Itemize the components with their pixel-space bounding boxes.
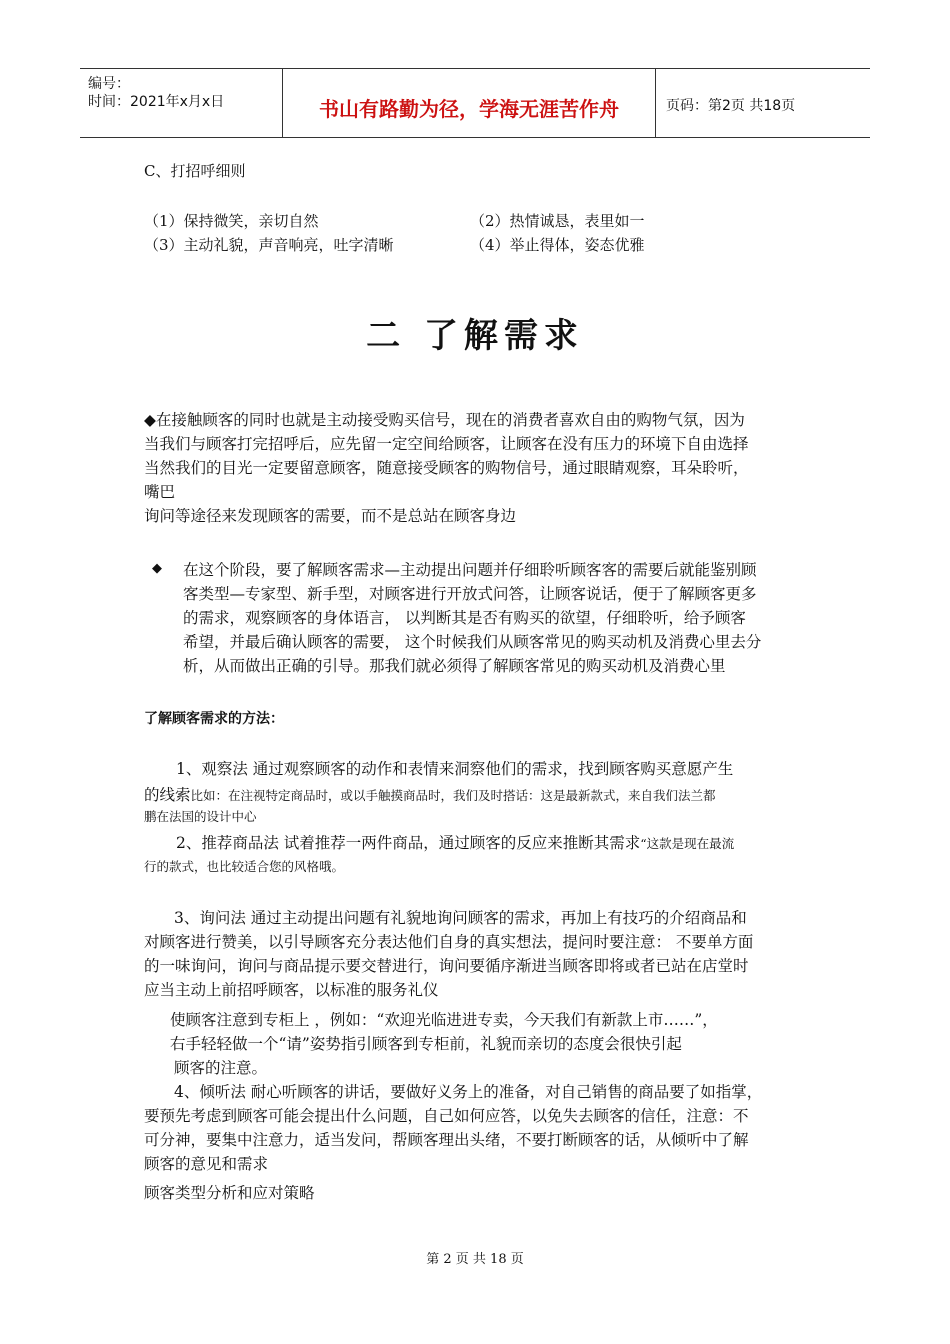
header-motto-cell <box>283 69 656 137</box>
paragraph-line: 在这个阶段，要了解顾客需求—主动提出问题并仔细聆听顾客客的需要后就能鉴别顾 <box>183 561 757 579</box>
page-footer: 第 2 页 共 18 页 <box>426 1252 524 1267</box>
number-label: 编号： <box>88 76 130 92</box>
paragraph-line: 右手轻轻做一个“请”姿势指引顾客到专柜前，礼貌而亲切的态度会很快引起 <box>170 1035 682 1053</box>
paragraph-line: 当然我们的目光一定要留意顾客，随意接受顾客的购物信号，通过眼睛观察，耳朵聆听， <box>144 459 749 477</box>
paragraph-line: 4、倾听法 耐心听顾客的讲话，要做好义务上的准备，对自己销售的商品要了如指掌， <box>174 1083 763 1101</box>
paragraph-line: 的需求，观察顾客的身体语言， 以判断其是否有购买的欲望，仔细聆听，给予顾客 <box>183 609 746 627</box>
paragraph-line: 的一味询问，询问与商品提示要交替进行，询问要循序渐进当顾客即将或者已站在店堂时 <box>144 957 749 975</box>
paragraph-line: 询问等途径来发现顾客的需要，而不是总站在顾客身边 <box>144 507 517 525</box>
greeting-rule-2: （2）热情诚恳，表里如一 <box>470 212 645 230</box>
section-heading: 二 了解需求 <box>366 316 584 356</box>
paragraph-line: 要预先考虑到顾客可能会提出什么问题，自己如何应答，以免失去顾客的信任，注意：不 <box>144 1107 749 1125</box>
diamond-bullet-icon: ◆ <box>152 561 162 576</box>
paragraph-line: 顾客的注意。 <box>174 1059 268 1077</box>
method-2-line-2: 行的款式，也比较适合您的风格哦。 <box>144 859 345 874</box>
header-page-cell <box>656 69 870 137</box>
methods-title: 了解顾客需求的方法： <box>144 711 284 727</box>
greeting-rule-3: （3）主动礼貌，声音响亮，吐字清晰 <box>144 236 394 254</box>
motto-text: 书山有路勤为径，学海无涯苦作舟 <box>319 97 619 121</box>
paragraph-line: 3、询问法 通过主动提出问题有礼貌地询问顾客的需求，再加上有技巧的介绍商品和 <box>174 909 747 927</box>
greeting-rule-4: （4）举止得体，姿态优雅 <box>470 236 645 254</box>
paragraph-line: 可分神，要集中注意力，适当发问，帮顾客理出头绪，不要打断顾客的话，从倾听中了解 <box>144 1131 749 1149</box>
paragraph-line: ◆在接触顾客的同时也就是主动接受购买信号，现在的消费者喜欢自由的购物气氛，因为 <box>144 411 745 429</box>
method-2-text: 2、推荐商品法 试着推荐一两件商品，通过顾客的反应来推断其需求 <box>176 834 641 852</box>
method-1-clue: 的线索 <box>144 786 191 804</box>
paragraph-line: 对顾客进行赞美，以引导顾客充分表达他们自身的真实想法，提问时要注意： 不要单方面 <box>144 933 754 951</box>
method-3 <box>144 906 753 1002</box>
closing-line: 顾客类型分析和应对策略 <box>144 1184 315 1202</box>
method-1-line-1: 1、观察法 通过观察顾客的动作和表情来洞察他们的需求，找到顾客购买意愿产生 <box>176 760 734 778</box>
page-info: 页码：第2页 共18页 <box>666 98 796 114</box>
header-left-cell <box>80 69 283 137</box>
paragraph-line: 使顾客注意到专柜上 ，例如：“欢迎光临进进专卖，今天我们有新款上市……”， <box>170 1011 718 1029</box>
paragraph-line: 嘴巴 <box>144 483 176 501</box>
paragraph-1 <box>144 408 749 528</box>
method-3-example <box>170 1008 718 1080</box>
time-label: 时间：2021年x月x日 <box>88 94 225 110</box>
paragraph-line: 希望，并最后确认顾客的需要， 这个时候我们从顾客常见的购买动机及消费心里去分 <box>183 633 762 651</box>
method-1-example: 比如：在注视特定商品时，或以手触摸商品时，我们及时搭话：这是最新款式，来自我们法兰都 <box>190 788 716 803</box>
method-1-line-2 <box>144 784 716 807</box>
paragraph-line: 析，从而做出正确的引导。那我们就必须得了解顾客常见的购买动机及消费心里 <box>183 657 726 675</box>
paragraph-line: 客类型—专家型、新手型，对顾客进行开放式问答，让顾客说话，便于了解顾客更多 <box>183 585 757 603</box>
method-4 <box>144 1080 762 1176</box>
paragraph-2 <box>183 558 761 678</box>
method-2-example: “这款是现在最流 <box>640 836 735 851</box>
method-1-line-3: 鹏在法国的设计中心 <box>144 809 257 824</box>
paragraph-line: 当我们与顾客打完招呼后，应先留一定空间给顾客，让顾客在没有压力的环境下自由选择 <box>144 435 749 453</box>
greeting-rule-1: （1）保持微笑，亲切自然 <box>144 212 319 230</box>
section-c-title: C、打招呼细则 <box>144 162 246 180</box>
paragraph-line: 顾客的意见和需求 <box>144 1155 269 1173</box>
method-2-line-1 <box>176 832 734 855</box>
paragraph-line: 应当主动上前招呼顾客，以标准的服务礼仪 <box>144 981 439 999</box>
header-table <box>80 68 870 138</box>
